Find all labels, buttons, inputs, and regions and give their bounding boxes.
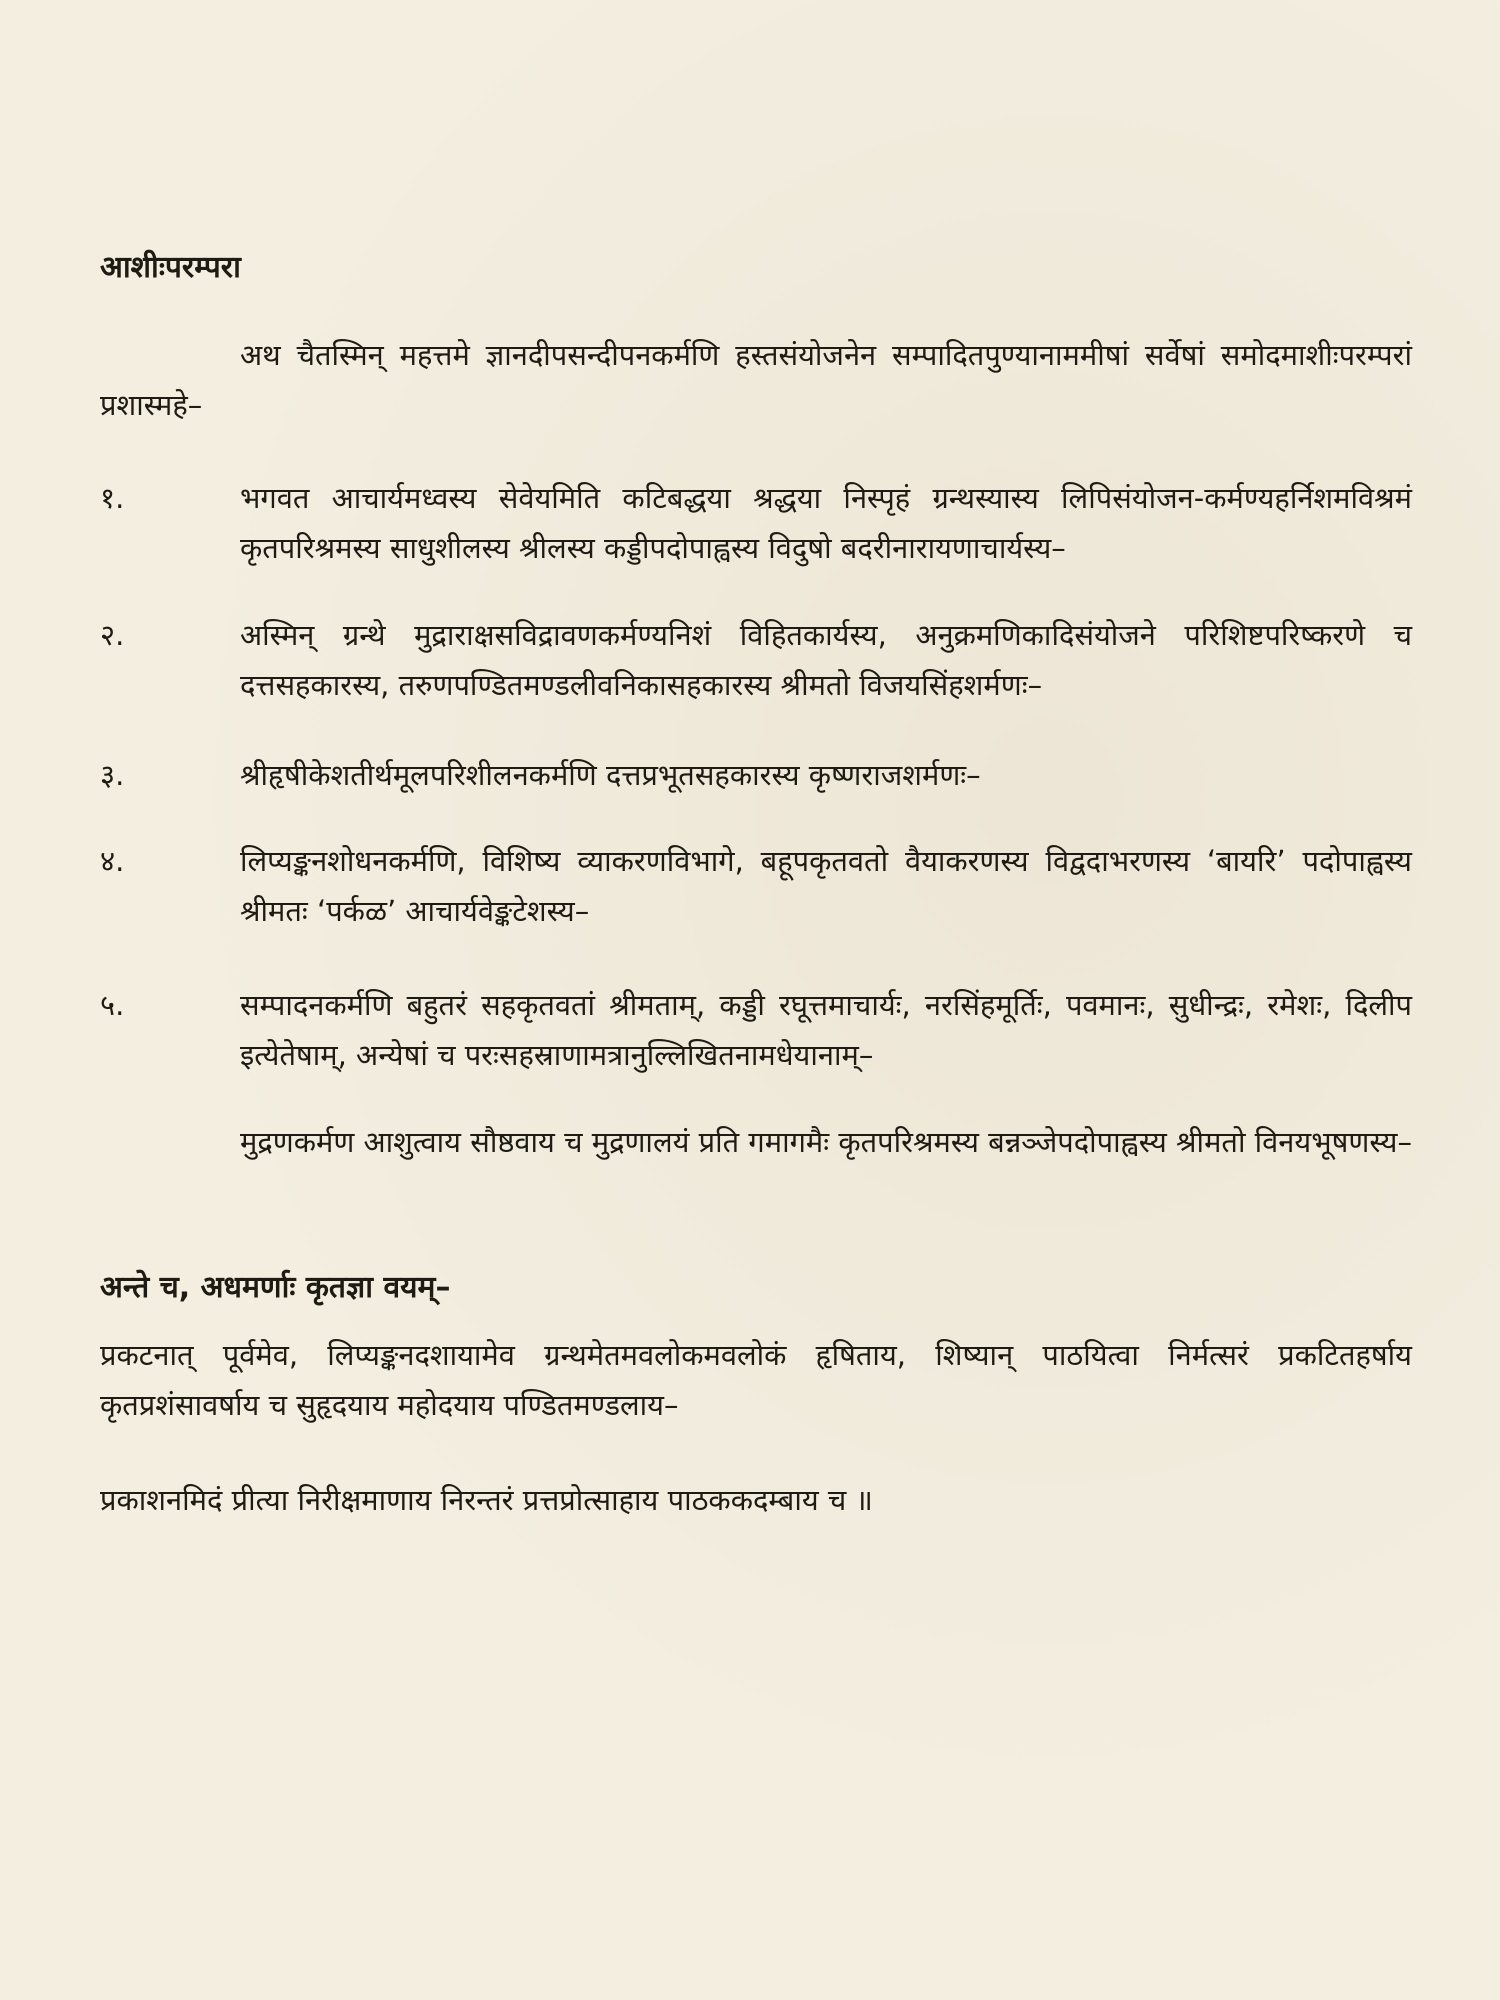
intro-paragraph: अथ चैतस्मिन् महत्तमे ज्ञानदीपसन्दीपनकर्मणि हस्तसंयोजनेन सम्पादितपुण्यानाममीषां सर्वेषां समोदमाशीःपरम्परां प्रशास्महे– — [100, 338, 1412, 422]
list-item-text: भगवत आचार्यमध्वस्य सेवेयमिति कटिबद्धया श्रद्धया निस्पृहं ग्रन्थस्यास्य लिपिसंयोजन-कर्मण्यहर्निशमविश्रमं कृतपरिश्रमस्य साधुशीलस्य श्रीलस्य कड्डीपदोपाह्वस्य विदुषो बदरीनारायणाचार्यस्य– — [240, 481, 1412, 565]
item-continuation-text: मुद्रणकर्मण आशुत्वाय सौष्ठवाय च मुद्रणालयं प्रति गमागमैः कृतपरिश्रमस्य बन्नञ्जेपदोपाह्वस्य श्रीमतो विनयभूषणस्य– — [240, 1125, 1412, 1159]
list-item-text: अस्मिन् ग्रन्थे मुद्राराक्षसविद्रावणकर्मण्यनिशं विहितकार्यस्य, अनुक्रमणिकादिसंयोजने परिशिष्टपरिष्करणे च दत्तसहकारस्य, तरुणपण्डितमण्डलीवनिकासहकारस्य श्रीमतो विजयसिंहशर्मणः– — [240, 618, 1412, 702]
section-heading-ante-cha: अन्ते च, अधमर्णाः कृतज्ञा वयम्– — [100, 1270, 451, 1305]
item-number: ३. — [100, 758, 125, 792]
list-item-text: श्रीहृषीकेशतीर्थमूलपरिशीलनकर्मणि दत्तप्रभूतसहकारस्य कृष्णराजशर्मणः– — [240, 758, 981, 792]
list-item-text: सम्पादनकर्मणि बहुतरं सहकृतवतां श्रीमताम्, कड्डी रघूत्तमाचार्यः, नरसिंहमूर्तिः, पवमानः, सुधीन्द्रः, रमेशः, दिलीप इत्येतेषाम्, अन्येषां च परःसहस्राणामत्रानुल्लिखितनामधेयानाम्– — [240, 988, 1412, 1072]
item-number: २. — [100, 618, 125, 652]
item-number: १. — [100, 481, 125, 515]
list-item-text: लिप्यङ्कनशोधनकर्मणि, विशिष्य व्याकरणविभागे, बहूपकृतवतो वैयाकरणस्य विद्वदाभरणस्य ‘बायरि’ पदोपाह्वस्य श्रीमतः ‘पर्कळ’ आचार्यवेङ्कटेशस्य– — [240, 844, 1412, 928]
item-number: ५. — [100, 988, 125, 1022]
item-number: ४. — [100, 844, 125, 878]
closing-paragraph-2: प्रकाशनमिदं प्रीत्या निरीक्षमाणाय निरन्तरं प्रत्तप्रोत्साहाय पाठककदम्बाय च ॥ — [100, 1483, 873, 1517]
section-heading-ashih-parampara: आशीःपरम्परा — [100, 250, 241, 285]
closing-paragraph-1: प्रकटनात् पूर्वमेव, लिप्यङ्कनदशायामेव ग्रन्थमेतमवलोकमवलोकं हृषिताय, शिष्यान् पाठयित्वा निर्मत्सरं प्रकटितहर्षाय कृतप्रशंसावर्षाय च सुहृदयाय महोदयाय पण्डितमण्डलाय– — [100, 1338, 1412, 1422]
